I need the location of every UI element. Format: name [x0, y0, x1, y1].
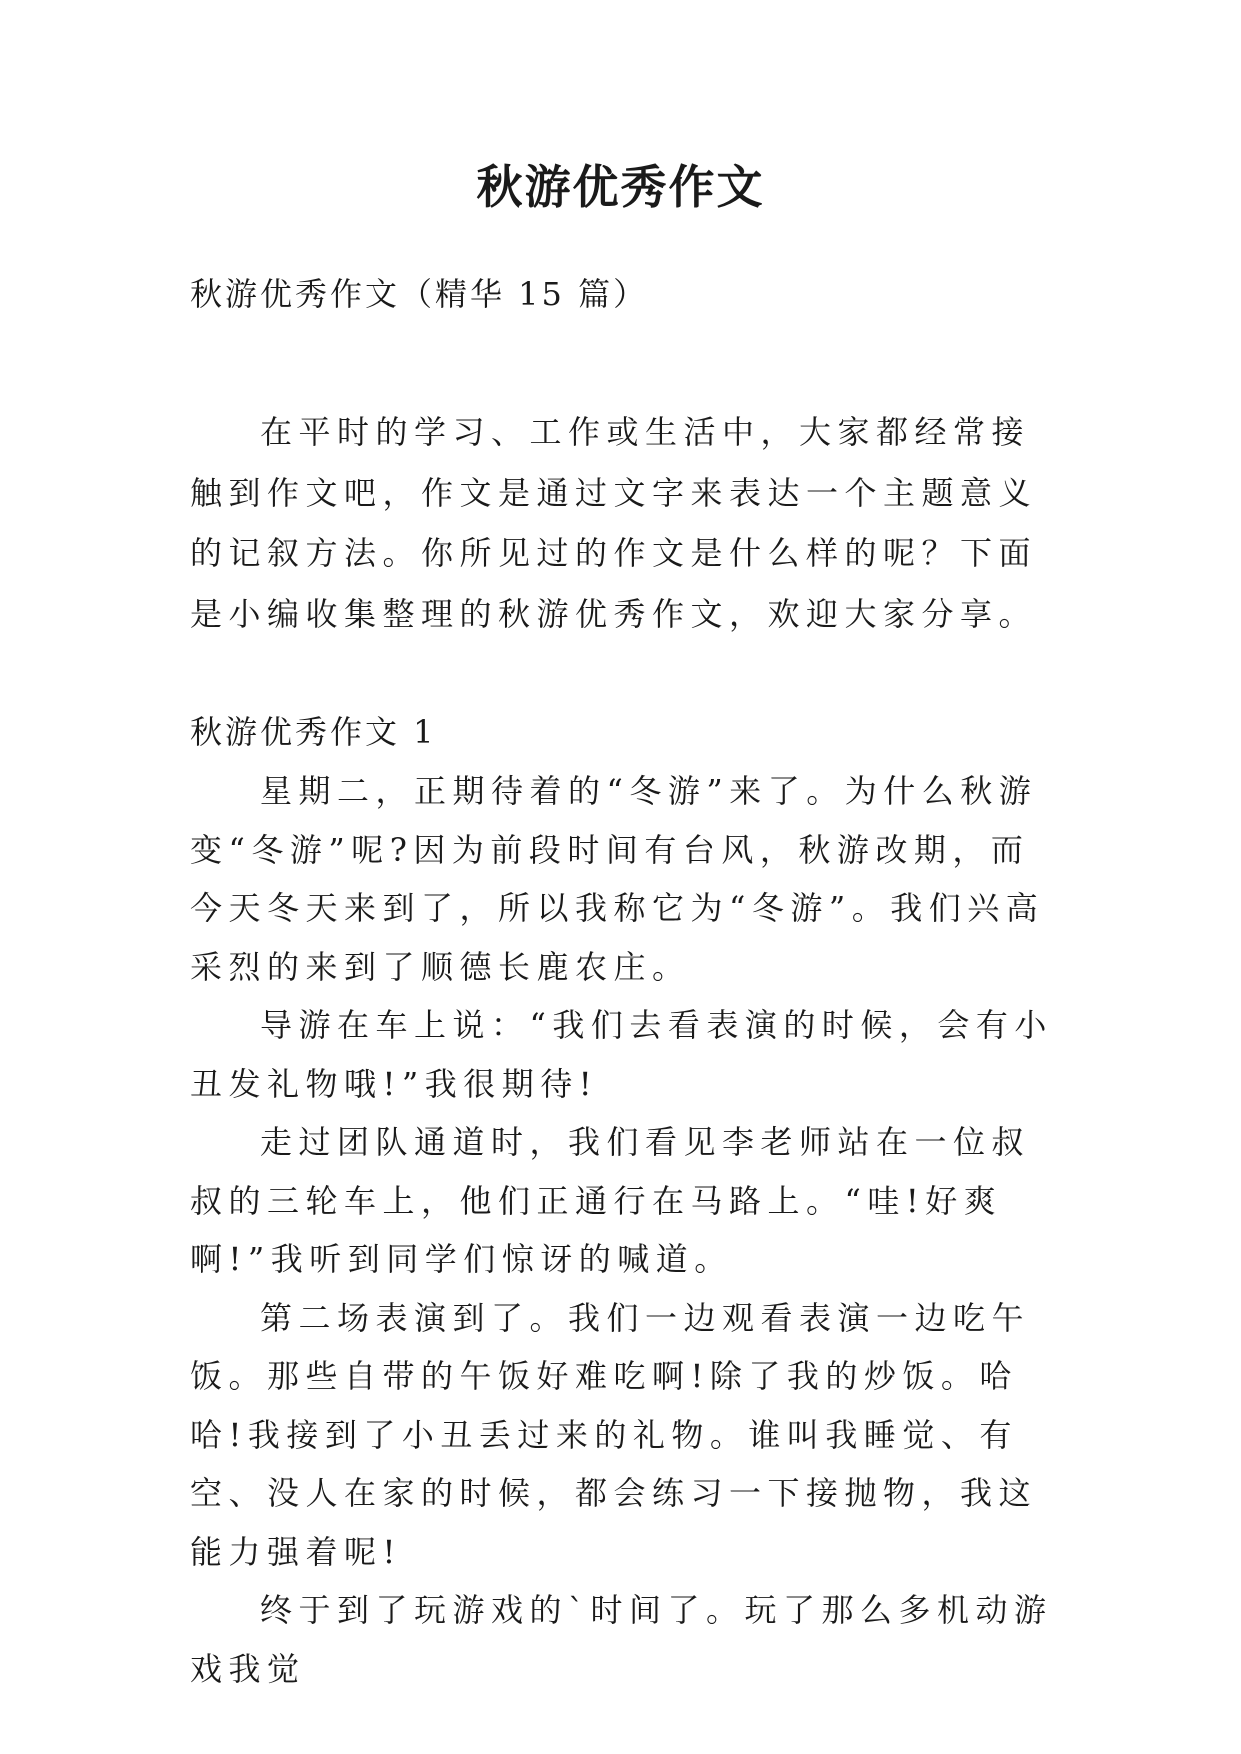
document-subtitle: 秋游优秀作文（精华 15 篇）: [190, 275, 649, 313]
body-paragraph: 走过团队通道时，我们看见李老师站在一位叔叔的三轮车上，他们正通行在马路上。“哇!好爽啊!”我听到同学们惊讶的喊道。: [190, 1123, 1031, 1278]
body-paragraph: 终于到了玩游戏的`时间了。玩了那么多机动游戏我觉: [190, 1591, 1053, 1688]
essay-body: [190, 762, 1056, 1698]
intro-paragraph: 在平时的学习、工作或生活中，大家都经常接触到作文吧，作文是通过文字来表达一个主题意义的记叙方法。你所见过的作文是什么样的呢？下面是小编收集整理的秋游优秀作文，欢迎大家分享。: [190, 413, 1038, 633]
body-paragraph: 星期二，正期待着的“冬游”来了。为什么秋游变“冬游”呢?因为前段时间有台风，秋游改期，而今天冬天来到了，所以我称它为“冬游”。我们兴高采烈的来到了顺德长鹿农庄。: [190, 772, 1045, 986]
body-paragraph: 第二场表演到了。我们一边观看表演一边吃午饭。那些自带的午饭好难吃啊!除了我的炒饭。哈哈!我接到了小丑丢过来的礼物。谁叫我睡觉、有空、没人在家的时候，都会练习一下接抛物，我这能力强着呢!: [190, 1298, 1038, 1571]
document-title: 秋游优秀作文: [476, 160, 765, 214]
body-paragraph: 导游在车上说：“我们去看表演的时候，会有小丑发礼物哦!”我很期待!: [190, 1006, 1053, 1103]
section-heading: 秋游优秀作文 1: [190, 713, 437, 751]
